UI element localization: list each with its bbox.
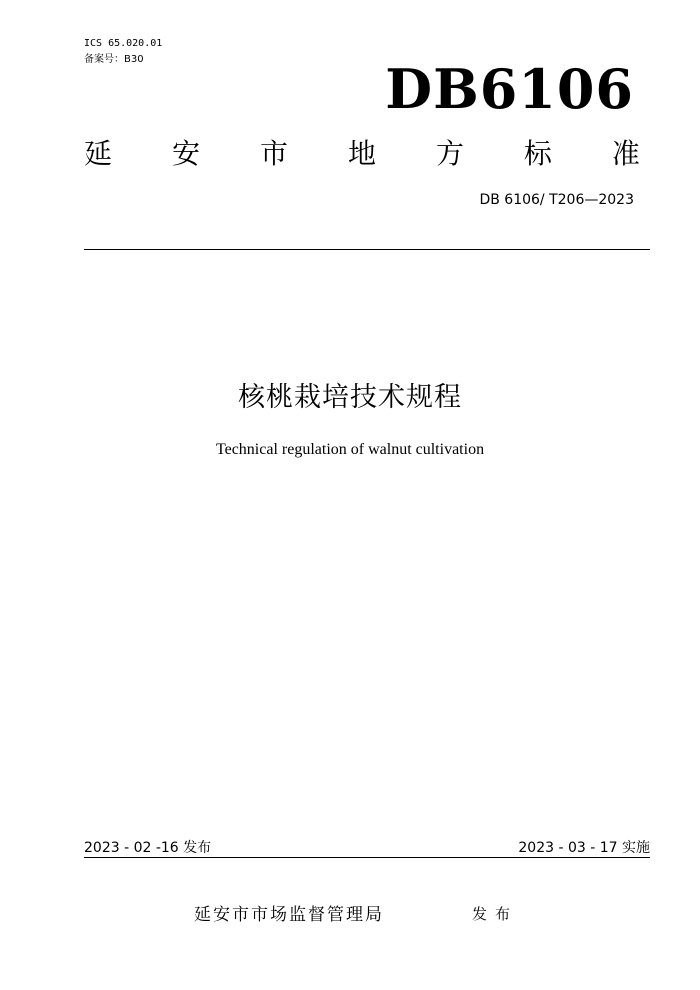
title-char: 安 [171,137,200,170]
issue-date: 2023 - 02 -16 发布 [84,840,212,856]
title-char: 地 [347,137,376,170]
title-char: 准 [611,137,640,170]
top-divider [84,249,650,250]
record-number: 备案号：B30 [84,54,144,65]
title-char: 标 [523,137,552,170]
bottom-divider [84,857,650,858]
title-char: 方 [435,137,464,170]
publish-label: 发布 [472,905,519,923]
publisher-name: 延安市市场监督管理局 [194,905,384,925]
title-char: 延 [84,137,113,170]
standard-code-logo: DB6106 [385,57,634,121]
title-char: 市 [259,137,288,170]
document-title: 核桃栽培技术规程 [238,382,462,413]
ics-code: ICS 65.020.01 [84,38,163,49]
document-subtitle-english: Technical regulation of walnut cultivation [215,441,485,458]
implementation-date: 2023 - 03 - 17 实施 [518,840,650,856]
standard-number: DB 6106/ T206—2023 [479,192,634,208]
local-standard-title [84,136,640,172]
